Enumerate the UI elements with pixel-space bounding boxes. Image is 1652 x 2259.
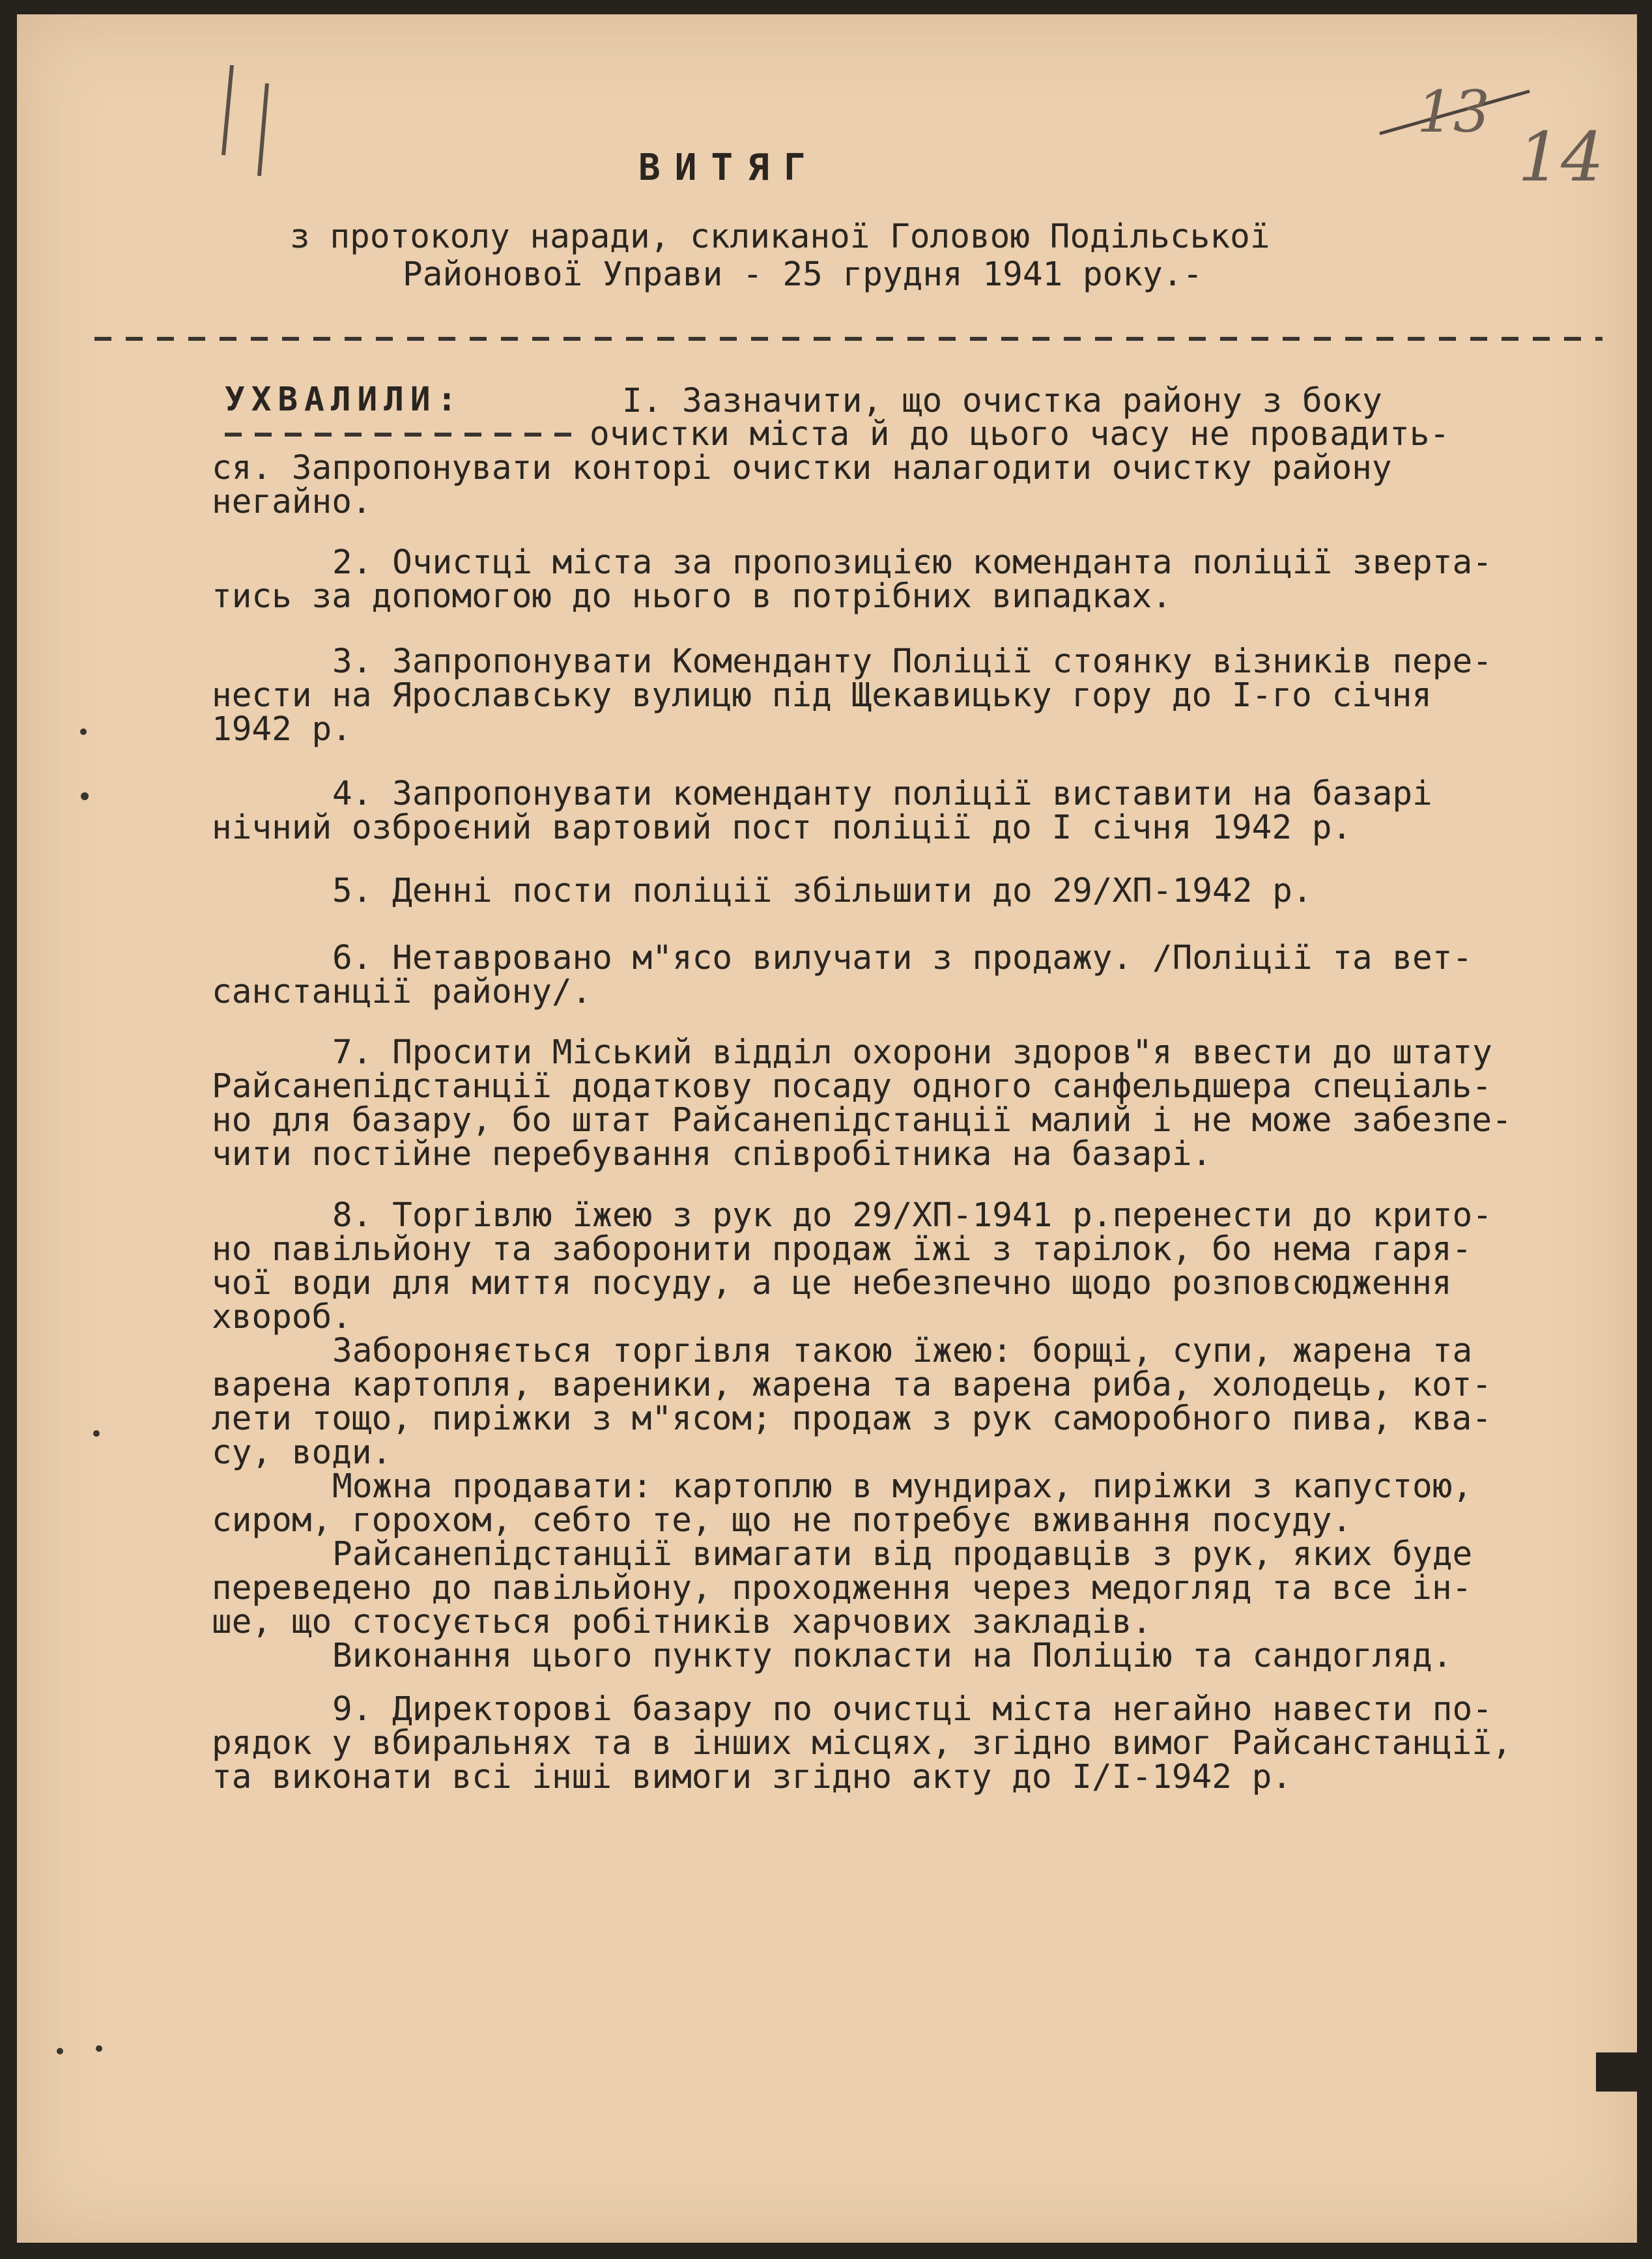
item-8-line: сиром, горохом, себто те, що не потребує вживання посуду.: [212, 1501, 1352, 1540]
item-1-line: І. Зазначити, що очистка району з боку: [622, 382, 1382, 420]
item-9-line: рядок у вбиральнях та в інших місцях, згідно вимог Райсанстанції,: [212, 1724, 1512, 1763]
item-2-line: 2. Очистці міста за пропозицією коменданта поліції зверта-: [332, 543, 1492, 582]
item-4-line: 4. Запропонувати коменданту поліції виставити на базарі: [332, 775, 1432, 813]
item-7-line: чити постійне перебування співробітника на базарі.: [212, 1135, 1212, 1173]
item-8-line: Виконання цього пункту покласти на Поліцію та сандогляд.: [332, 1637, 1453, 1675]
new-page-number: 14: [1518, 117, 1604, 197]
item-6-line: санстанції району/.: [212, 973, 592, 1011]
item-8-line: Райсанепідстанції вимагати від продавців з рук, яких буде: [332, 1535, 1473, 1574]
item-1-line: очистки міста й до цього часу не провадить-: [590, 415, 1450, 453]
item-2-line: тись за допомогою до нього в потрібних випадках.: [212, 577, 1172, 616]
item-8-line: су, води.: [212, 1433, 392, 1472]
item-8-line: но павільйону та заборонити продаж їжі з тарілок, бо нема гаря-: [212, 1230, 1472, 1269]
item-8-line: ше, що стосується робітників харчових закладів.: [212, 1603, 1152, 1641]
item-4-line: нічний озброєний вартовий пост поліції до І січня 1942 р.: [212, 809, 1352, 847]
subtitle-line: з протоколу наради, скликаної Головою Подільської: [290, 218, 1270, 256]
item-1-line: ся. Запропонувати конторі очистки налагодити очистку району: [212, 449, 1392, 487]
item-8-line: варена картопля, вареники, жарена та варена риба, холодець, кот-: [212, 1366, 1492, 1404]
item-7-line: Райсанепідстанції додаткову посаду одного санфельдшера спеціаль-: [212, 1067, 1492, 1106]
resolution-heading: УХВАЛИЛИ:: [225, 381, 464, 419]
item-7-line: 7. Просити Міський відділ охорони здоров"я ввести до штату: [332, 1033, 1492, 1072]
item-3-line: 1942 р.: [212, 710, 352, 749]
item-8-line: Забороняється торгівля такою їжею: борщі, супи, жарена та: [332, 1332, 1473, 1370]
subtitle-line: Районової Управи - 25 грудня 1941 року.-: [403, 255, 1203, 294]
item-3-line: 3. Запропонувати Коменданту Поліції стоянку візників пере-: [332, 642, 1492, 681]
item-8-line: хвороб.: [212, 1298, 352, 1336]
item-5-line: 5. Денні пости поліції збільшити до 29/ХП-1942 р.: [332, 872, 1313, 910]
item-7-line: но для базару, бо штат Райсанепідстанції малий і не може забезпе-: [212, 1101, 1512, 1140]
item-8-line: лети тощо, пиріжки з м"ясом; продаж з рук саморобного пива, ква-: [212, 1400, 1492, 1438]
item-8-line: переведено до павільйону, проходження через медогляд та все ін-: [212, 1569, 1472, 1607]
old-page-number: 13: [1417, 78, 1490, 145]
item-9-line: 9. Директорові базару по очистці міста негайно навести по-: [332, 1690, 1492, 1729]
item-1-line: негайно.: [212, 483, 372, 521]
item-9-line: та виконати всі інші вимоги згідно акту до І/І-1942 р.: [212, 1758, 1292, 1796]
item-8-line: 8. Торгівлю їжею з рук до 29/ХП-1941 р.перенести до крито-: [332, 1196, 1492, 1235]
item-8-line: Можна продавати: картоплю в мундирах, пиріжки з капустою,: [332, 1467, 1473, 1506]
item-8-line: чої води для миття посуду, а це небезпечно щодо розповсюдження: [212, 1264, 1452, 1302]
document-title: ВИТЯГ: [638, 147, 820, 189]
item-6-line: 6. Нетавровано м"ясо вилучати з продажу. /Поліції та вет-: [332, 939, 1473, 977]
item-3-line: нести на Ярославську вулицю під Щекавицьку гору до І-го січня: [212, 676, 1432, 715]
